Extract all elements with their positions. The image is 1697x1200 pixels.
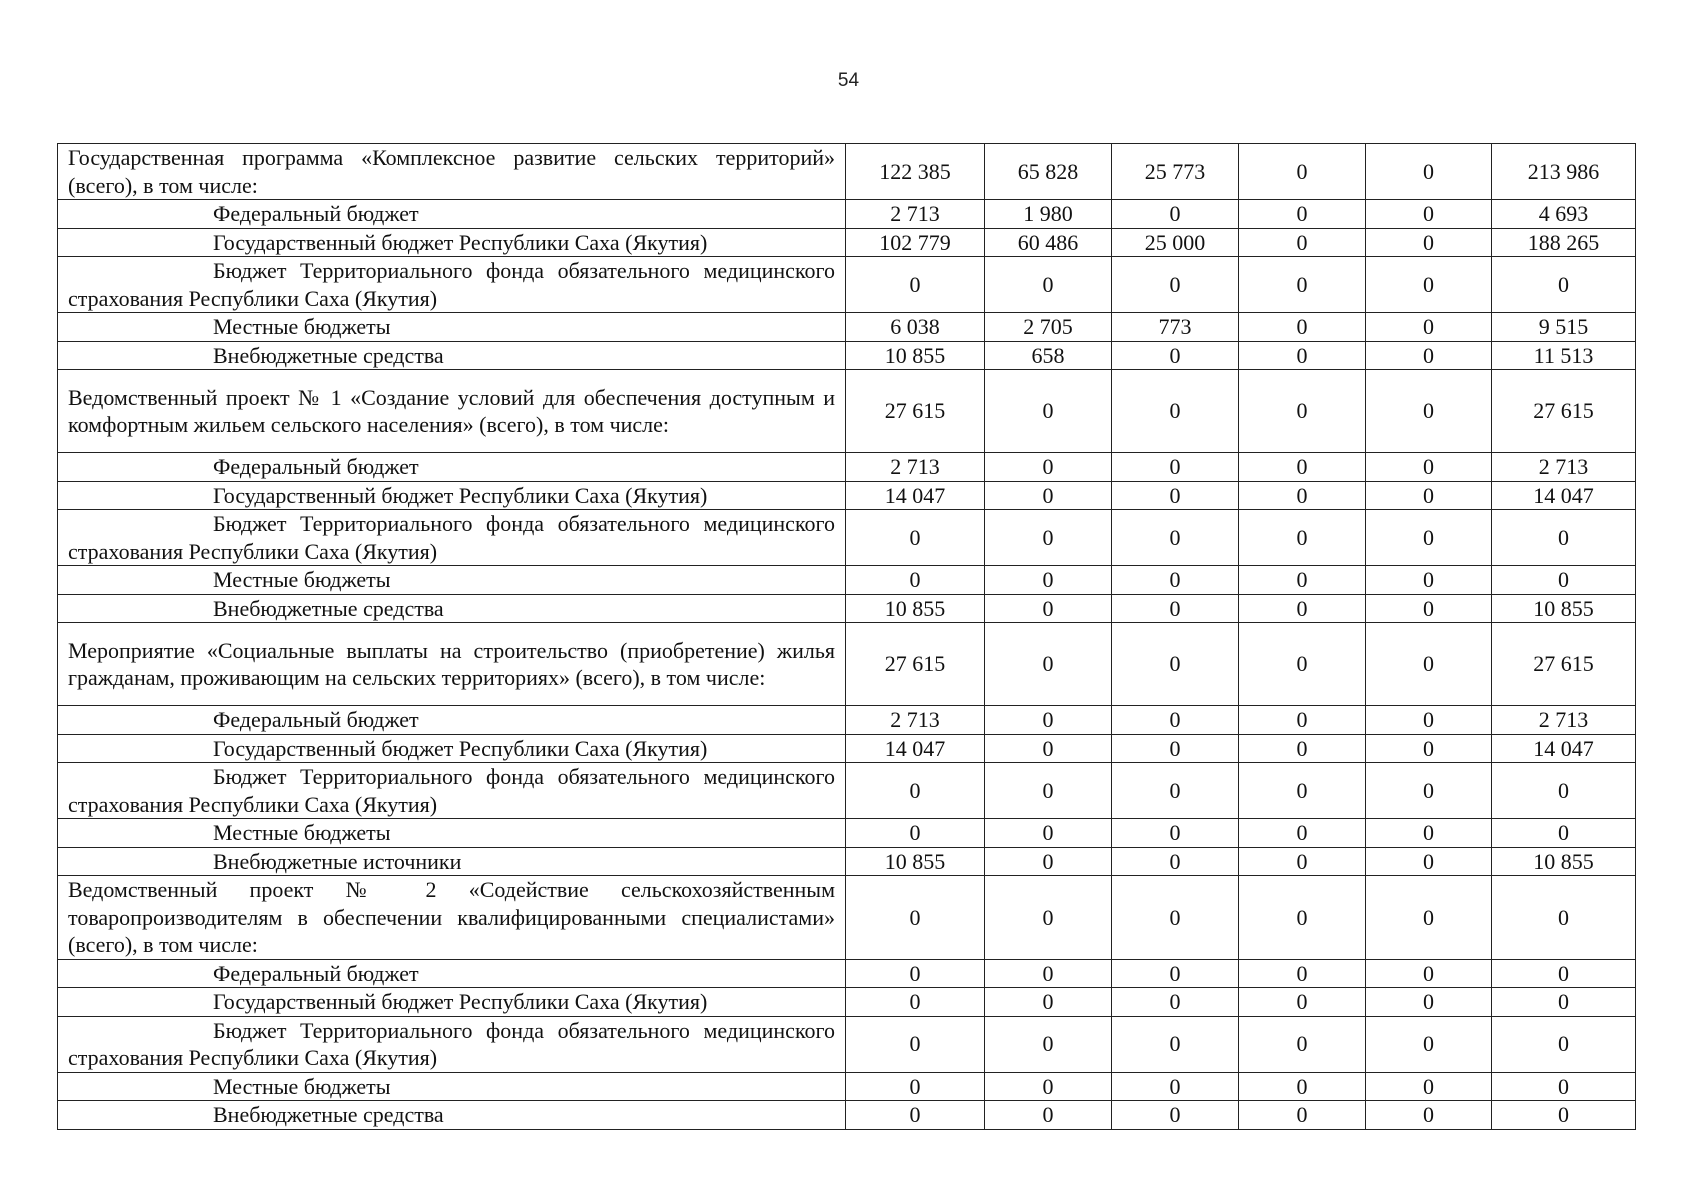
value-cell: 2 713 xyxy=(846,706,985,735)
value-cell: 0 xyxy=(1492,1072,1636,1101)
table-row xyxy=(58,257,1636,313)
row-label: Федеральный бюджет xyxy=(58,200,846,229)
value-cell: 0 xyxy=(846,1016,985,1072)
row-label: Государственный бюджет Республики Саха (Якутия) xyxy=(58,228,846,257)
value-cell: 0 xyxy=(1239,144,1366,200)
value-cell: 0 xyxy=(846,959,985,988)
value-cell: 0 xyxy=(1366,1016,1492,1072)
value-cell: 0 xyxy=(1239,1016,1366,1072)
row-label: Федеральный бюджет xyxy=(58,453,846,482)
value-cell: 0 xyxy=(846,988,985,1017)
value-cell: 9 515 xyxy=(1492,313,1636,342)
value-cell: 0 xyxy=(1366,200,1492,229)
value-cell: 0 xyxy=(1112,453,1239,482)
value-cell: 0 xyxy=(1366,594,1492,623)
value-cell: 0 xyxy=(1366,510,1492,566)
table-row xyxy=(58,1101,1636,1130)
table-row xyxy=(58,370,1636,453)
table-row xyxy=(58,1072,1636,1101)
value-cell: 27 615 xyxy=(846,623,985,706)
budget-table-body xyxy=(58,144,1636,1130)
row-label: Местные бюджеты xyxy=(58,566,846,595)
value-cell: 0 xyxy=(985,257,1112,313)
row-label: Внебюджетные средства xyxy=(58,1101,846,1130)
value-cell: 0 xyxy=(1366,1101,1492,1130)
value-cell: 0 xyxy=(1239,257,1366,313)
value-cell: 25 773 xyxy=(1112,144,1239,200)
value-cell: 0 xyxy=(1239,819,1366,848)
row-label: Федеральный бюджет xyxy=(58,959,846,988)
table-row xyxy=(58,734,1636,763)
value-cell: 0 xyxy=(846,510,985,566)
value-cell: 0 xyxy=(1112,481,1239,510)
value-cell: 0 xyxy=(1239,510,1366,566)
value-cell: 0 xyxy=(1112,959,1239,988)
value-cell: 0 xyxy=(1112,200,1239,229)
value-cell: 0 xyxy=(985,763,1112,819)
value-cell: 0 xyxy=(1366,819,1492,848)
value-cell: 25 000 xyxy=(1112,228,1239,257)
value-cell: 0 xyxy=(1112,876,1239,960)
value-cell: 0 xyxy=(1366,566,1492,595)
value-cell: 0 xyxy=(1366,988,1492,1017)
value-cell: 0 xyxy=(846,819,985,848)
value-cell: 0 xyxy=(1239,481,1366,510)
value-cell: 0 xyxy=(985,1072,1112,1101)
value-cell: 0 xyxy=(1239,1101,1366,1130)
value-cell: 0 xyxy=(1366,1072,1492,1101)
value-cell: 10 855 xyxy=(846,594,985,623)
value-cell: 0 xyxy=(1366,959,1492,988)
value-cell: 0 xyxy=(1239,200,1366,229)
table-row xyxy=(58,706,1636,735)
value-cell: 0 xyxy=(1239,370,1366,453)
value-cell: 0 xyxy=(1239,959,1366,988)
value-cell: 11 513 xyxy=(1492,341,1636,370)
value-cell: 0 xyxy=(985,988,1112,1017)
value-cell: 213 986 xyxy=(1492,144,1636,200)
value-cell: 0 xyxy=(1112,594,1239,623)
value-cell: 0 xyxy=(1492,510,1636,566)
value-cell: 0 xyxy=(1112,763,1239,819)
budget-table xyxy=(57,143,1636,1130)
row-label: Местные бюджеты xyxy=(58,1072,846,1101)
row-label: Внебюджетные источники xyxy=(58,847,846,876)
value-cell: 0 xyxy=(1112,988,1239,1017)
table-row xyxy=(58,200,1636,229)
table-row xyxy=(58,876,1636,960)
value-cell: 0 xyxy=(1112,1101,1239,1130)
value-cell: 0 xyxy=(1112,566,1239,595)
value-cell: 0 xyxy=(1492,876,1636,960)
value-cell: 773 xyxy=(1112,313,1239,342)
table-row xyxy=(58,341,1636,370)
table-row xyxy=(58,623,1636,706)
value-cell: 14 047 xyxy=(1492,734,1636,763)
value-cell: 0 xyxy=(1239,734,1366,763)
row-label: Ведомственный проект № 2 «Содействие сельскохозяйственным товаропроизводителям в обеспечении квалифицированными специалистами» (всего), в том числе: xyxy=(58,876,846,960)
value-cell: 0 xyxy=(985,959,1112,988)
table-row xyxy=(58,453,1636,482)
value-cell: 0 xyxy=(1366,341,1492,370)
value-cell: 0 xyxy=(985,1101,1112,1130)
value-cell: 0 xyxy=(1366,453,1492,482)
value-cell: 0 xyxy=(1112,623,1239,706)
value-cell: 0 xyxy=(1112,257,1239,313)
value-cell: 1 980 xyxy=(985,200,1112,229)
value-cell: 122 385 xyxy=(846,144,985,200)
value-cell: 0 xyxy=(1112,370,1239,453)
table-row xyxy=(58,510,1636,566)
table-row xyxy=(58,959,1636,988)
value-cell: 0 xyxy=(985,734,1112,763)
value-cell: 0 xyxy=(1112,706,1239,735)
value-cell: 10 855 xyxy=(846,341,985,370)
value-cell: 0 xyxy=(846,566,985,595)
table-row xyxy=(58,988,1636,1017)
value-cell: 0 xyxy=(985,594,1112,623)
value-cell: 0 xyxy=(1239,313,1366,342)
value-cell: 60 486 xyxy=(985,228,1112,257)
value-cell: 0 xyxy=(1239,453,1366,482)
value-cell: 0 xyxy=(1492,959,1636,988)
value-cell: 10 855 xyxy=(1492,847,1636,876)
value-cell: 0 xyxy=(1366,876,1492,960)
value-cell: 0 xyxy=(1112,1072,1239,1101)
value-cell: 0 xyxy=(1492,1016,1636,1072)
row-label: Местные бюджеты xyxy=(58,313,846,342)
value-cell: 0 xyxy=(1492,763,1636,819)
value-cell: 0 xyxy=(846,876,985,960)
value-cell: 27 615 xyxy=(1492,623,1636,706)
value-cell: 0 xyxy=(1366,734,1492,763)
value-cell: 10 855 xyxy=(846,847,985,876)
value-cell: 0 xyxy=(1492,819,1636,848)
value-cell: 188 265 xyxy=(1492,228,1636,257)
row-label: Государственная программа «Комплексное развитие сельских территорий» (всего), в том числе: xyxy=(58,144,846,200)
value-cell: 2 713 xyxy=(1492,706,1636,735)
value-cell: 0 xyxy=(1239,1072,1366,1101)
value-cell: 0 xyxy=(1239,876,1366,960)
row-label: Бюджет Территориального фонда обязательного медицинского страхования Республики Саха (Якутия) xyxy=(58,510,846,566)
value-cell: 0 xyxy=(1366,313,1492,342)
value-cell: 0 xyxy=(1492,1101,1636,1130)
value-cell: 0 xyxy=(985,510,1112,566)
value-cell: 0 xyxy=(1366,228,1492,257)
value-cell: 6 038 xyxy=(846,313,985,342)
table-row xyxy=(58,594,1636,623)
value-cell: 0 xyxy=(1112,847,1239,876)
value-cell: 10 855 xyxy=(1492,594,1636,623)
value-cell: 0 xyxy=(1239,623,1366,706)
value-cell: 27 615 xyxy=(1492,370,1636,453)
value-cell: 0 xyxy=(846,763,985,819)
row-label: Внебюджетные средства xyxy=(58,341,846,370)
value-cell: 102 779 xyxy=(846,228,985,257)
value-cell: 27 615 xyxy=(846,370,985,453)
value-cell: 14 047 xyxy=(846,734,985,763)
value-cell: 0 xyxy=(1112,341,1239,370)
table-row xyxy=(58,228,1636,257)
value-cell: 2 713 xyxy=(1492,453,1636,482)
value-cell: 0 xyxy=(1492,257,1636,313)
table-row xyxy=(58,1016,1636,1072)
value-cell: 0 xyxy=(1366,706,1492,735)
value-cell: 0 xyxy=(1239,847,1366,876)
value-cell: 0 xyxy=(1492,988,1636,1017)
value-cell: 0 xyxy=(985,847,1112,876)
table-row xyxy=(58,481,1636,510)
value-cell: 658 xyxy=(985,341,1112,370)
row-label: Государственный бюджет Республики Саха (Якутия) xyxy=(58,481,846,510)
value-cell: 0 xyxy=(985,819,1112,848)
table-row xyxy=(58,144,1636,200)
row-label: Федеральный бюджет xyxy=(58,706,846,735)
value-cell: 0 xyxy=(1239,594,1366,623)
value-cell: 0 xyxy=(1112,734,1239,763)
value-cell: 0 xyxy=(1366,257,1492,313)
value-cell: 14 047 xyxy=(846,481,985,510)
value-cell: 0 xyxy=(985,623,1112,706)
row-label: Государственный бюджет Республики Саха (Якутия) xyxy=(58,988,846,1017)
page-number: 54 xyxy=(837,70,860,91)
value-cell: 0 xyxy=(1239,988,1366,1017)
value-cell: 0 xyxy=(1492,566,1636,595)
value-cell: 0 xyxy=(985,706,1112,735)
value-cell: 0 xyxy=(985,481,1112,510)
value-cell: 0 xyxy=(1239,566,1366,595)
value-cell: 0 xyxy=(1366,370,1492,453)
value-cell: 0 xyxy=(1239,763,1366,819)
table-row xyxy=(58,313,1636,342)
value-cell: 2 713 xyxy=(846,453,985,482)
row-label: Бюджет Территориального фонда обязательного медицинского страхования Республики Саха (Якутия) xyxy=(58,763,846,819)
row-label: Государственный бюджет Республики Саха (Якутия) xyxy=(58,734,846,763)
row-label: Мероприятие «Социальные выплаты на строительство (приобретение) жилья гражданам, проживающим на сельских территориях» (всего), в том числе: xyxy=(58,623,846,706)
value-cell: 0 xyxy=(1366,144,1492,200)
value-cell: 0 xyxy=(846,257,985,313)
value-cell: 0 xyxy=(1112,819,1239,848)
value-cell: 0 xyxy=(1366,847,1492,876)
value-cell: 65 828 xyxy=(985,144,1112,200)
value-cell: 2 713 xyxy=(846,200,985,229)
row-label: Бюджет Территориального фонда обязательного медицинского страхования Республики Саха (Якутия) xyxy=(58,257,846,313)
value-cell: 0 xyxy=(985,453,1112,482)
value-cell: 14 047 xyxy=(1492,481,1636,510)
row-label: Внебюджетные средства xyxy=(58,594,846,623)
row-label: Ведомственный проект № 1 «Создание условий для обеспечения доступным и комфортным жильем сельского населения» (всего), в том числе: xyxy=(58,370,846,453)
value-cell: 0 xyxy=(1366,623,1492,706)
value-cell: 0 xyxy=(846,1101,985,1130)
value-cell: 0 xyxy=(1366,481,1492,510)
table-row xyxy=(58,847,1636,876)
row-label: Бюджет Территориального фонда обязательного медицинского страхования Республики Саха (Якутия) xyxy=(58,1016,846,1072)
table-row xyxy=(58,763,1636,819)
table-row xyxy=(58,819,1636,848)
value-cell: 0 xyxy=(985,876,1112,960)
value-cell: 0 xyxy=(1112,510,1239,566)
value-cell: 2 705 xyxy=(985,313,1112,342)
value-cell: 0 xyxy=(1112,1016,1239,1072)
table-row xyxy=(58,566,1636,595)
value-cell: 0 xyxy=(985,566,1112,595)
value-cell: 4 693 xyxy=(1492,200,1636,229)
value-cell: 0 xyxy=(985,1016,1112,1072)
row-label: Местные бюджеты xyxy=(58,819,846,848)
value-cell: 0 xyxy=(1366,763,1492,819)
value-cell: 0 xyxy=(1239,341,1366,370)
value-cell: 0 xyxy=(985,370,1112,453)
value-cell: 0 xyxy=(846,1072,985,1101)
value-cell: 0 xyxy=(1239,228,1366,257)
value-cell: 0 xyxy=(1239,706,1366,735)
